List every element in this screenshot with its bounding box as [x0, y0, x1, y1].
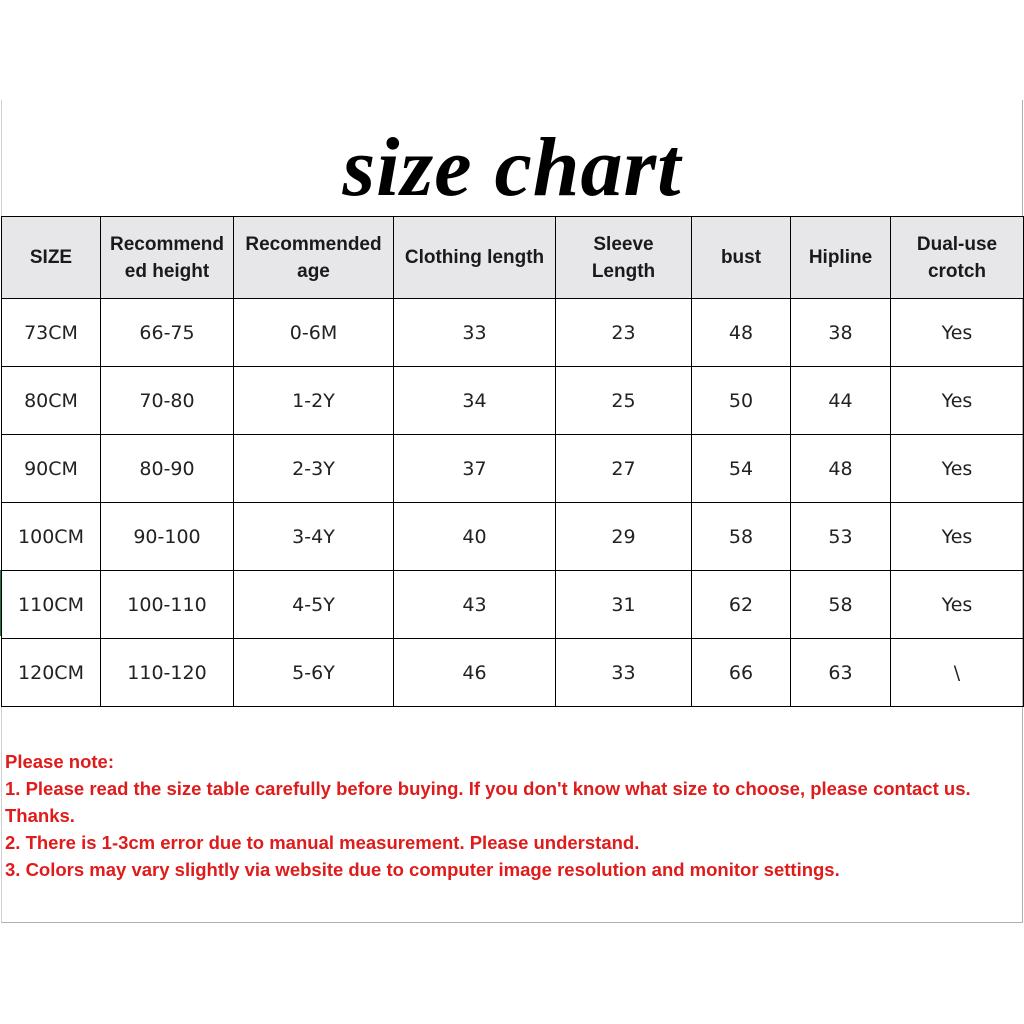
- cell-size: 110CM: [2, 571, 101, 639]
- cell-size: 100CM: [2, 503, 101, 571]
- cell-bust: 54: [692, 435, 791, 503]
- note-item: 2. There is 1-3cm error due to manual measurement. Please understand.: [5, 832, 640, 853]
- cell-age: 2-3Y: [234, 435, 394, 503]
- table-row: [2, 639, 1024, 707]
- cell-height: 110-120: [101, 639, 234, 707]
- cell-hipline: 48: [791, 435, 891, 503]
- header-size: SIZE: [2, 217, 101, 299]
- cell-age: 0-6M: [234, 299, 394, 367]
- cell-height: 80-90: [101, 435, 234, 503]
- header-recommended-age: Recommended age: [234, 217, 394, 299]
- cell-clothing-length: 40: [394, 503, 556, 571]
- cell-sleeve-length: 29: [556, 503, 692, 571]
- cell-hipline: 44: [791, 367, 891, 435]
- header-sleeve-length: Sleeve Length: [556, 217, 692, 299]
- cell-dual-use-crotch: \: [891, 639, 1024, 707]
- cell-height: 70-80: [101, 367, 234, 435]
- page-title: size chart: [342, 121, 682, 214]
- cell-hipline: 53: [791, 503, 891, 571]
- header-clothing-length: Clothing length: [394, 217, 556, 299]
- cell-clothing-length: 34: [394, 367, 556, 435]
- cell-age: 1-2Y: [234, 367, 394, 435]
- cell-age: 3-4Y: [234, 503, 394, 571]
- table-row: [2, 367, 1024, 435]
- note-item: 3. Colors may vary slightly via website due to computer image resolution and monitor settings.: [5, 859, 840, 880]
- cell-hipline: 38: [791, 299, 891, 367]
- cell-dual-use-crotch: Yes: [891, 503, 1024, 571]
- cell-dual-use-crotch: Yes: [891, 367, 1024, 435]
- table-row: [2, 503, 1024, 571]
- cell-size: 90CM: [2, 435, 101, 503]
- cell-dual-use-crotch: Yes: [891, 299, 1024, 367]
- table-row: [2, 571, 1024, 639]
- cell-sleeve-length: 33: [556, 639, 692, 707]
- cell-sleeve-length: 23: [556, 299, 692, 367]
- cell-hipline: 63: [791, 639, 891, 707]
- cell-height: 100-110: [101, 571, 234, 639]
- table-header-row: [2, 217, 1024, 299]
- cell-sleeve-length: 25: [556, 367, 692, 435]
- cell-clothing-length: 33: [394, 299, 556, 367]
- table-row: [2, 299, 1024, 367]
- size-table: [1, 216, 1024, 707]
- cell-bust: 50: [692, 367, 791, 435]
- table-row: [2, 435, 1024, 503]
- cell-sleeve-length: 31: [556, 571, 692, 639]
- cell-dual-use-crotch: Yes: [891, 435, 1024, 503]
- cell-dual-use-crotch: Yes: [891, 571, 1024, 639]
- cell-age: 4-5Y: [234, 571, 394, 639]
- cell-size: 73CM: [2, 299, 101, 367]
- note-item: 1. Please read the size table carefully before buying. If you don't know what size to choose, please contact us. Thanks.: [5, 778, 971, 826]
- cell-sleeve-length: 27: [556, 435, 692, 503]
- cell-bust: 48: [692, 299, 791, 367]
- cell-clothing-length: 46: [394, 639, 556, 707]
- cell-bust: 58: [692, 503, 791, 571]
- cell-height: 66-75: [101, 299, 234, 367]
- cell-hipline: 58: [791, 571, 891, 639]
- header-dual-use-crotch: Dual-use crotch: [891, 217, 1024, 299]
- cell-clothing-length: 37: [394, 435, 556, 503]
- header-recommended-height: Recommend ed height: [101, 217, 234, 299]
- cell-bust: 62: [692, 571, 791, 639]
- notes-heading: Please note:: [5, 751, 114, 772]
- header-bust: bust: [692, 217, 791, 299]
- cell-clothing-length: 43: [394, 571, 556, 639]
- cell-size: 120CM: [2, 639, 101, 707]
- cell-height: 90-100: [101, 503, 234, 571]
- header-hipline: Hipline: [791, 217, 891, 299]
- cell-size: 80CM: [2, 367, 101, 435]
- notes-section: [5, 748, 1020, 883]
- cell-age: 5-6Y: [234, 639, 394, 707]
- cell-bust: 66: [692, 639, 791, 707]
